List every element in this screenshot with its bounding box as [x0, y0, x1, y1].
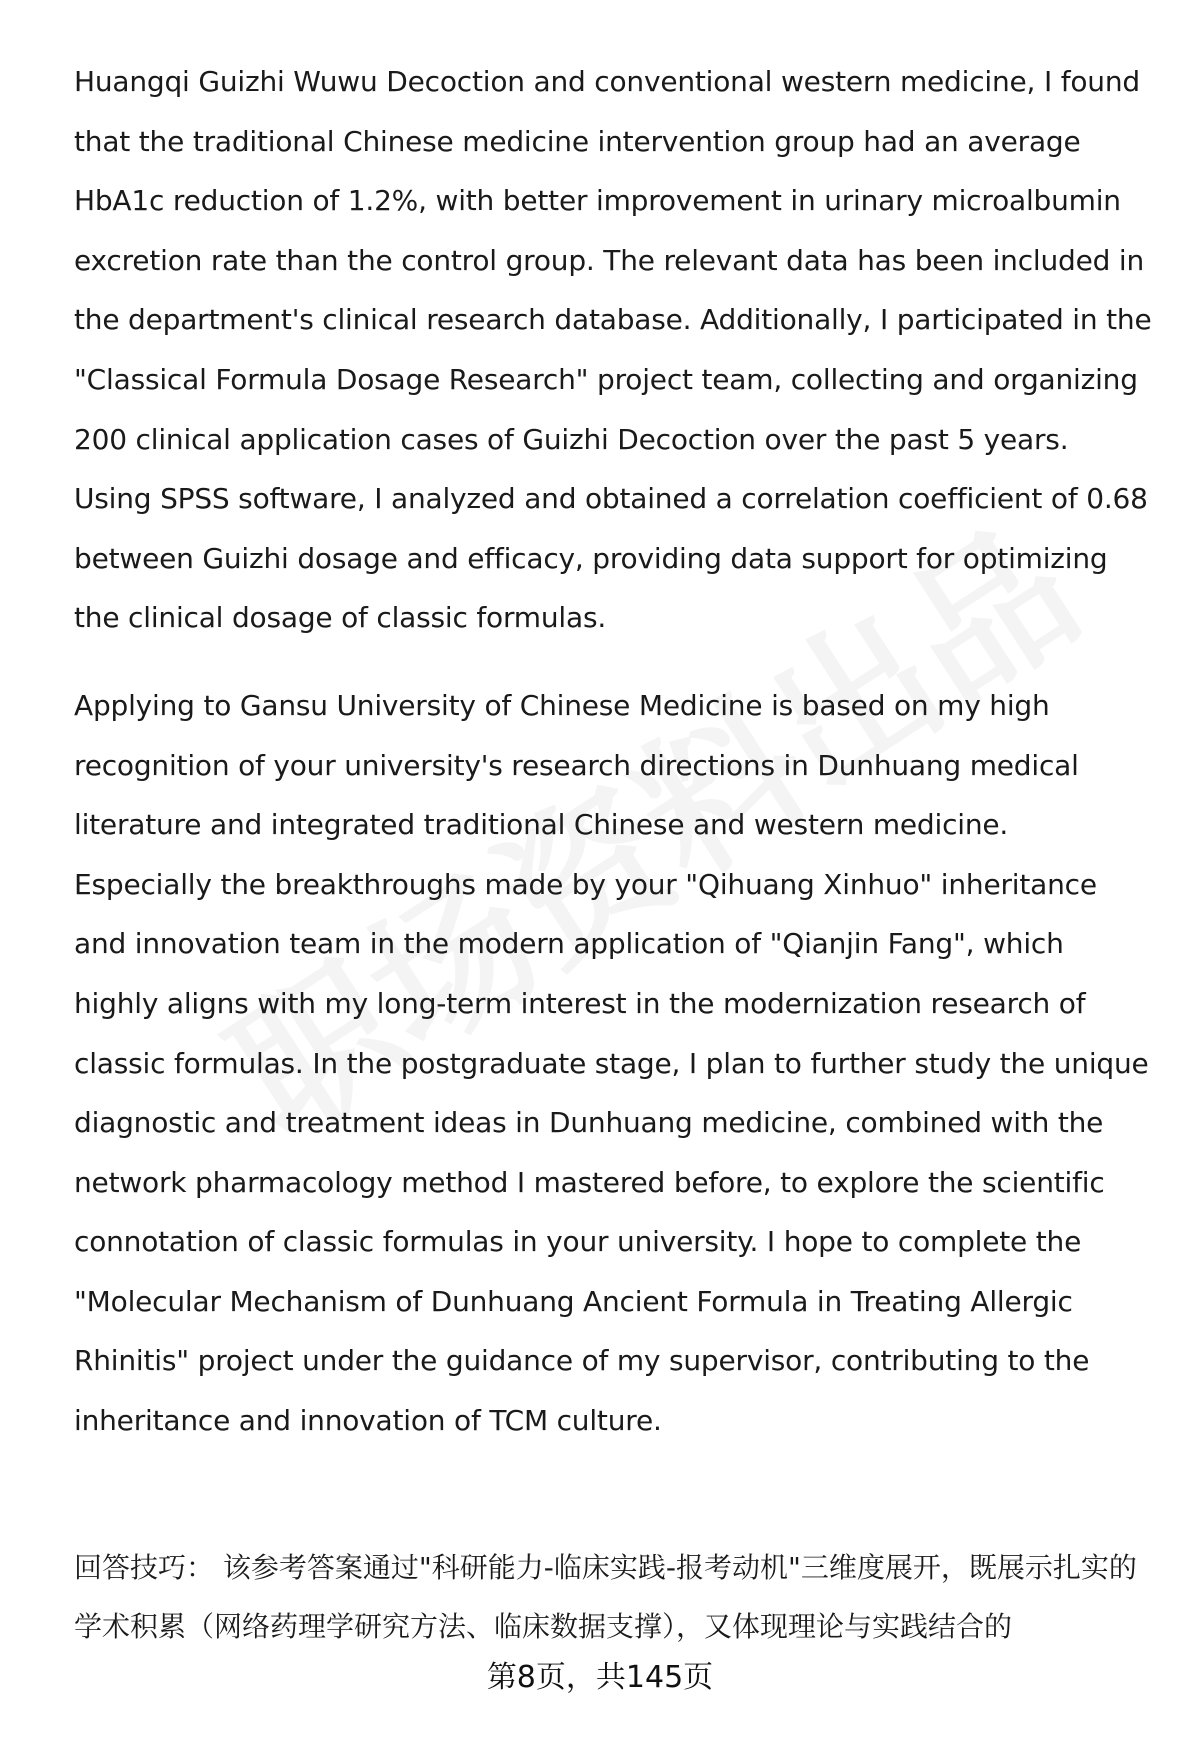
- answer-tips: 回答技巧： 该参考答案通过"科研能力-临床实践-报考动机"三维度展开，既展示扎实的学术积累（网络药理学研究方法、临床数据支撑），又体现理论与实践结合的: [74, 1551, 1137, 1643]
- page-number-footer: 第8页，共145页: [486, 1660, 714, 1695]
- document-body: [74, 52, 1154, 1451]
- paragraph-research-experience: Huangqi Guizhi Wuwu Decoction and conventional western medicine, I found that the traditional Chinese medicine intervention group had an average HbA1c reduction of 1.2%, with better improvement in urinary microalbumin excretion rate than the control group. The relevant data has been included in the department's clinical research database. Additionally, I participated in the "Classical Formula Dosage Research" project team, collecting and organizing 200 clinical application cases of Guizhi Decoction over the past 5 years. Using SPSS software, I analyzed and obtained a correlation coefficient of 0.68 between Guizhi dosage and efficacy, providing data support for optimizing the clinical dosage of classic formulas.: [74, 65, 1152, 635]
- paragraph-application-motivation: Applying to Gansu University of Chinese Medicine is based on my high recognition of your university's research directions in Dunhuang medical literature and integrated traditional Chinese and western medicine. Especially the breakthroughs made by your "Qihuang Xinhuo" inheritance and innovation team in the modern application of "Qianjin Fang", which highly aligns with my long-term interest in the modernization research of classic formulas. In the postgraduate stage, I plan to further study the unique diagnostic and treatment ideas in Dunhuang medicine, combined with the network pharmacology method I mastered before, to explore the scientific connotation of classic formulas in your university. I hope to complete the "Molecular Mechanism of Dunhuang Ancient Formula in Treating Allergic Rhinitis" project under the guidance of my supervisor, contributing to the inheritance and innovation of TCM culture.: [74, 688, 1149, 1438]
